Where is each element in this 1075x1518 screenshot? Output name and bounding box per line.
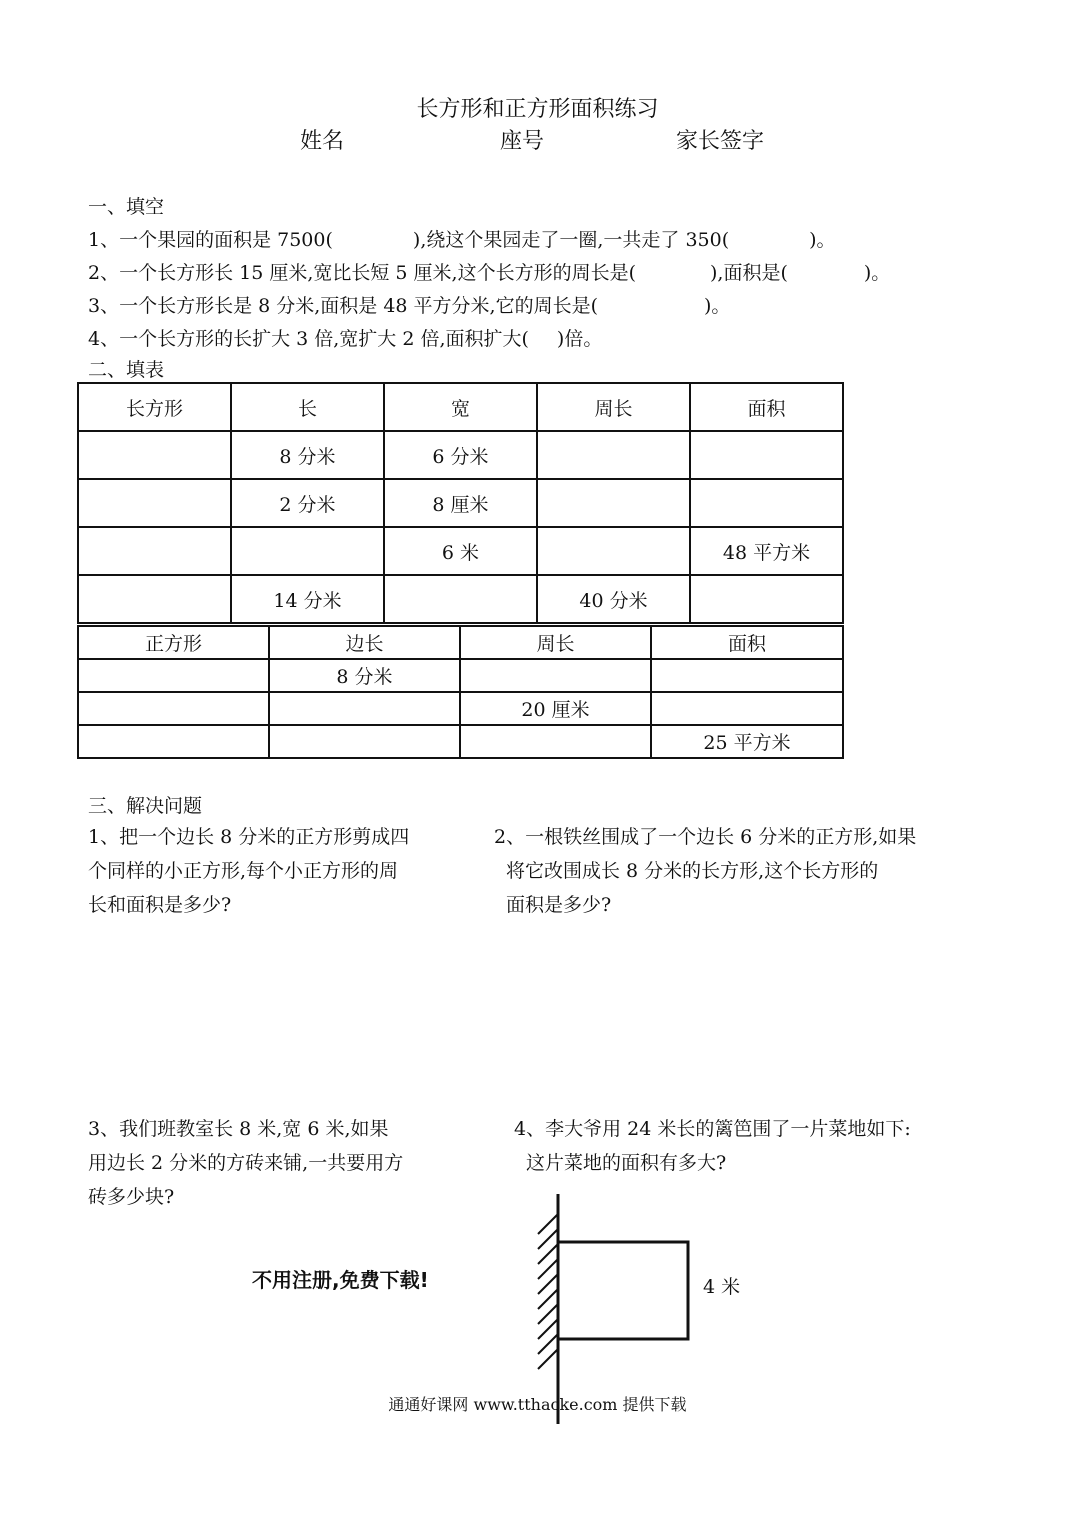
table-cell: 8 分米 <box>269 659 460 692</box>
table-cell: 8 厘米 <box>384 479 537 527</box>
table-cell: 14 分米 <box>231 575 384 623</box>
table-cell: 2 分米 <box>231 479 384 527</box>
fill-item-1: 1、一个果园的面积是 7500( ),绕这个果园走了一圈,一共走了 350( )。 <box>88 229 836 251</box>
page-title: 长方形和正方形面积练习 <box>416 97 659 122</box>
table-row <box>78 527 843 575</box>
table-cell: 8 分米 <box>231 431 384 479</box>
table-cell <box>231 527 384 575</box>
table-cell <box>537 527 690 575</box>
fill-item-3: 3、一个长方形长是 8 分米,面积是 48 平方分米,它的周长是( )。 <box>88 295 731 317</box>
table-cell <box>78 725 269 758</box>
header-cell: 周长 <box>537 383 690 431</box>
fill-item-2: 2、一个长方形长 15 厘米,宽比长短 5 厘米,这个长方形的周长是( ),面积是( )。 <box>88 262 891 284</box>
header-cell: 长 <box>231 383 384 431</box>
problem-1: 1、把一个边长 8 分米的正方形剪成四 个同样的小正方形,每个小正方形的周 长和面积是多少? <box>88 826 410 916</box>
table-cell: 6 分米 <box>384 431 537 479</box>
problem-4: 4、李大爷用 24 米长的篱笆围了一片菜地如下: 这片菜地的面积有多大? <box>514 1118 911 1174</box>
fence-rectangle <box>558 1242 688 1339</box>
header-cell: 长方形 <box>78 383 231 431</box>
seat-label: 座号 <box>500 129 545 154</box>
table-cell: 48 平方米 <box>690 527 843 575</box>
table-cell <box>537 479 690 527</box>
table-cell <box>78 692 269 725</box>
rect-header-row <box>78 383 843 431</box>
parent-sign-label: 家长签字 <box>676 129 765 154</box>
rectangle-table <box>77 382 844 624</box>
promo-text: 不用注册,免费下载! <box>252 1268 429 1292</box>
table-cell <box>269 692 460 725</box>
table-cell <box>460 659 651 692</box>
table-row <box>78 692 843 725</box>
table-cell <box>78 431 231 479</box>
square-table <box>77 625 844 759</box>
table-row <box>78 479 843 527</box>
table-row <box>78 431 843 479</box>
table-cell <box>690 431 843 479</box>
table-cell <box>651 659 843 692</box>
table-cell: 6 米 <box>384 527 537 575</box>
header-cell: 周长 <box>460 626 651 659</box>
side-length-label: 4 米 <box>703 1276 741 1298</box>
section3-heading: 三、解决问题 <box>88 795 203 817</box>
header-cell: 宽 <box>384 383 537 431</box>
table-cell <box>269 725 460 758</box>
table-cell <box>690 479 843 527</box>
table-cell: 25 平方米 <box>651 725 843 758</box>
name-label: 姓名 <box>300 129 345 154</box>
table-cell <box>78 575 231 623</box>
header-cell: 面积 <box>651 626 843 659</box>
footer-text: 通通好课网 www.tthacke.com 提供下载 <box>388 1395 687 1414</box>
table-cell <box>78 527 231 575</box>
table-cell <box>537 431 690 479</box>
section1-heading: 一、填空 <box>88 196 165 218</box>
table-row <box>78 575 843 623</box>
section2-heading: 二、填表 <box>88 359 165 381</box>
problem-2: 2、一根铁丝围成了一个边长 6 分米的正方形,如果 将它改围成长 8 分米的长方形,这个长方形的 面积是多少? <box>494 826 917 916</box>
table-cell <box>460 725 651 758</box>
problem-3: 3、我们班教室长 8 米,宽 6 米,如果 用边长 2 分米的方砖来铺,一共要用方 砖多少块? <box>88 1118 404 1208</box>
table-cell: 20 厘米 <box>460 692 651 725</box>
table-cell <box>690 575 843 623</box>
table-row <box>78 725 843 758</box>
table-cell <box>78 659 269 692</box>
header-cell: 面积 <box>690 383 843 431</box>
header-cell: 正方形 <box>78 626 269 659</box>
fill-item-4: 4、一个长方形的长扩大 3 倍,宽扩大 2 倍,面积扩大( )倍。 <box>88 328 603 350</box>
wall-hatching <box>538 1214 558 1369</box>
table-cell <box>651 692 843 725</box>
table-cell <box>384 575 537 623</box>
header-cell: 边长 <box>269 626 460 659</box>
square-header-row <box>78 626 843 659</box>
table-cell: 40 分米 <box>537 575 690 623</box>
table-row <box>78 659 843 692</box>
table-cell <box>78 479 231 527</box>
